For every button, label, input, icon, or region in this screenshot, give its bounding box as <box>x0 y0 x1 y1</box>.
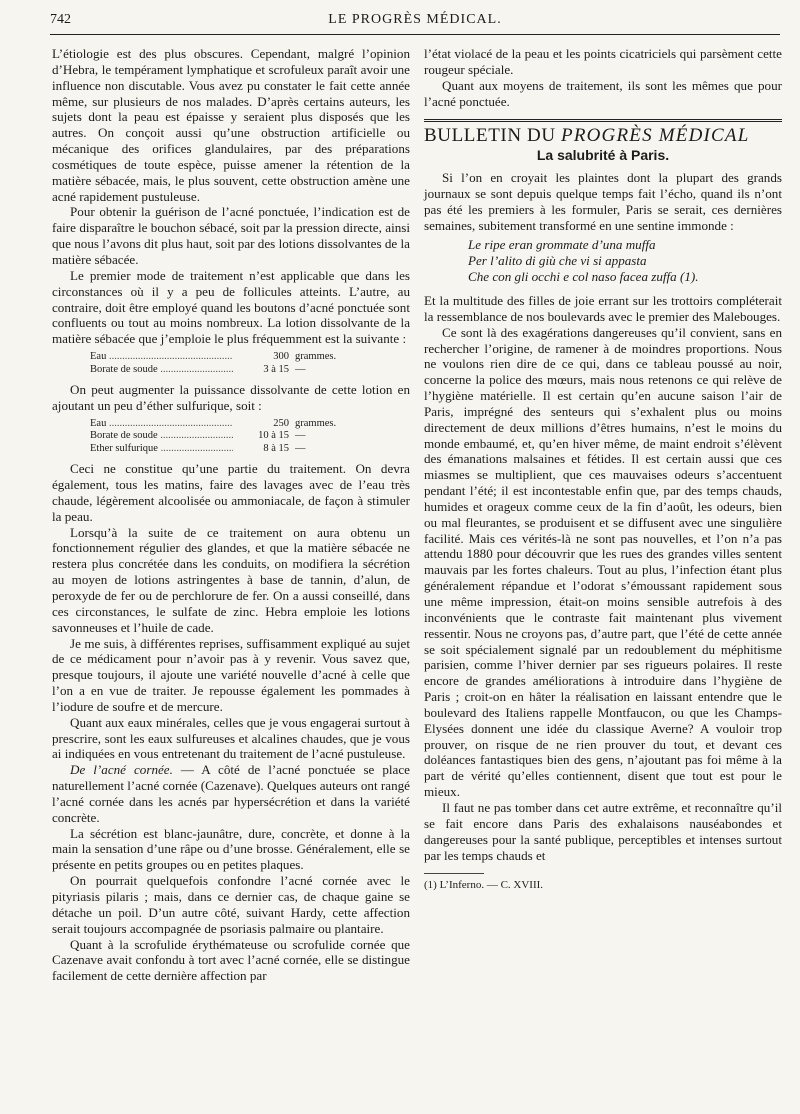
recipe-row <box>90 430 365 443</box>
ingredient-unit: — <box>295 442 306 454</box>
ingredient-unit: grammes. <box>295 417 337 429</box>
paragraph: On peut augmenter la puissance dissolvante de cette lotion en ajoutant un peu d’éther sulfurique, soit : <box>52 382 410 413</box>
ingredient-quantity: 250 <box>273 417 289 429</box>
verse-line: Che con gli occhi e col naso facea zuffa (1). <box>468 269 699 285</box>
verse-line: Per l’alito di giù che vi si appasta <box>468 253 647 269</box>
paragraph: Si l’on en croyait les plaintes dont la plupart des grands journaux se sont depuis quelque temps fait l’écho, quand ils n’ont pas été les premiers à les formuler, Paris se serait, ces dernières semaines, subitement transformé en une sentine immonde : <box>424 170 782 233</box>
paragraph: La sécrétion est blanc-jaunâtre, dure, concrète, et donne à la main la sensation d’une râpe ou d’une brosse. Généralement, elle se présente en petits groupes ou en petites plaques. <box>52 825 410 873</box>
paragraph <box>52 762 410 825</box>
ingredient-unit: — <box>295 430 306 442</box>
paragraph-text: — A côté de l’acné ponctuée se place naturellement l’acné cornée (Cazenave). Quelques auteurs ont rangé l’acné cornée dans les acnés par hypersécrétion et dans la variété concrète. <box>52 762 410 825</box>
ingredient-name: Eau ..... <box>90 418 233 431</box>
page-number: 742 <box>50 12 71 27</box>
paragraph: Et la multitude des filles de joie errant sur les trottoirs compléterait la ressemblance de nos boulevards avec le premier des Malebouges. <box>424 292 782 324</box>
recipe-row <box>90 418 365 431</box>
recipe-row <box>90 443 365 456</box>
paragraph: Quant aux eaux minérales, celles que je vous engagerai surtout à prescrire, sont les eaux sulfureuses et alcalines chaudes, que je vous ai indiquées en vous entretenant du traitement de l’acné pustuleuse. <box>52 714 410 762</box>
ingredient-quantity: 8 à 15 <box>263 442 289 454</box>
paragraph: Le premier mode de traitement n’est applicable que dans les circonstances où il y a peu de follicules atteints. L’autre, au contraire, doit être employé quand les boutons d’acné ponctuée sont confluents ou tout au moins nombreux. La lotion dissolvante de la matière sébacée que j’emploie le plus fréquemment est la suivante : <box>52 267 410 347</box>
paragraph: On pourrait quelquefois confondre l’acné cornée avec le pityriasis pilaris ; mais, dans ce dernier cas, de chaque gaine se détache un poil. D’un autre côté, suivant Hardy, cette affection serait toujours accompagnée de psoriasis palmaire ou plantaire. <box>52 873 410 936</box>
section-divider <box>424 119 782 122</box>
verse-line: Le ripe eran grommate d’una muffa <box>468 237 656 253</box>
bulletin-journal-name: PROGRÈS MÉDICAL <box>561 125 750 147</box>
paragraph: l’état violacé de la peau et les points cicatriciels qui parsèment cette rougeur spéciale. <box>424 46 782 77</box>
paragraph: Lorsqu’à la suite de ce traitement on aura obtenu un fonctionnement régulier des glandes, et que la matière sébacée ne restera plus concrétée dans les conduits, on modifiera la sécrétion au moyen de lotions astringentes à base de tannin, d’alun, de peroxyde de fer ou de perchlorure de fer. On a aussi conseillé, dans ces circonstances, le sulfate de zinc. Hebra emploie les lotions savonneuses et l’huile de cade. <box>52 524 410 635</box>
ingredient-name: Eau ..... <box>90 351 233 364</box>
ingredient-quantity: 10 à 15 <box>258 430 289 442</box>
footnote-divider <box>424 873 484 874</box>
paragraph: L’étiologie est des plus obscures. Cependant, malgré l’opinion d’Hebra, le tempérament lymphatique et scrofuleux paraît avoir une influence non discutable. Vous avez pu constater le fait cette année même, sur plusieurs de nos malades. D’après certains auteurs, les sujets dont la peau est épaisse y seraient plus disposés que les autres. On conçoit aussi qu’une obstruction artificielle ou mécanique des orifices glandulaires, par des préparations cosmétiques de toute espèce, puisse amener la rétention de la matière sébacée, mais, le plus souvent, cette obstruction amène une acné rapidement pustuleuse. <box>52 46 410 204</box>
paragraph: Ceci ne constitue qu’une partie du traitement. On devra également, tous les matins, faire des lavages avec de l’eau très chaude, légèrement alcoolisée ou ammoniacale, de façon à stimuler la peau. <box>52 461 410 524</box>
page-header <box>50 8 780 35</box>
recipe-row <box>90 364 365 377</box>
ingredient-name: Borate de soude ..... <box>90 430 233 443</box>
paragraph: Je me suis, à différentes reprises, suffisamment expliqué au sujet de ce médicament pour n’avoir pas à y revenir. Vous savez que, presque toujours, il ajoute une variété nouvelle d’acné à celle que l’on a en vue de traiter. Je repousse également les pommades à l’iodure de soufre et de mercure. <box>52 635 410 714</box>
right-column <box>424 46 782 894</box>
paragraph: Il faut ne pas tomber dans cet autre extrême, et reconnaître qu’il se fait encore dans Paris des exhalaisons nauséabondes et dangereuses pour la santé publique, perceptibles et intenses surtout par les temps chauds et <box>424 799 782 863</box>
ingredient-unit: — <box>295 363 306 375</box>
bulletin-heading <box>424 125 782 147</box>
ingredient-name: Borate de soude ..... <box>90 364 233 377</box>
journal-title: LE PROGRÈS MÉDICAL. <box>328 12 502 27</box>
recipe-lotion-2 <box>90 418 365 456</box>
left-column <box>52 46 410 984</box>
ingredient-quantity: 3 à 15 <box>263 363 289 375</box>
ingredient-unit: grammes. <box>295 351 337 363</box>
recipe-lotion-1 <box>90 351 365 376</box>
article-title: La salubrité à Paris. <box>536 147 670 164</box>
paragraph: Quant à la scrofulide érythémateuse ou scrofulide cornée que Cazenave avait confondu à tort avec l’acné cornée, elle se distingue facilement de cette dernière affection par <box>52 936 410 984</box>
ingredient-name: Ether sulfurique ..... <box>90 443 233 456</box>
bulletin-prefix: BULLETIN DU <box>424 125 562 147</box>
paragraph: Pour obtenir la guérison de l’acné ponctuée, l’indication est de faire disparaître le bouchon sébacé, soit par la pression directe, ainsi que nous l’avons dit plus haut, soit par des lotions dissolvantes de la matière sébacée. <box>52 204 410 267</box>
recipe-row <box>90 351 365 364</box>
paragraph: Ce sont là des exagérations dangereuses qu’il convient, sans en rechercher l’origine, de ramener à de moindres proportions. Nous ne voulons rien dire de ce qui, dans ce tableau poussé au noir, concerne la police des mœurs, mais nous retenons ce qui relève de l’hygiène matérielle. Il est certain qu’en aucune saison l’air de Paris, imprégné des senteurs qui s’exhalent plus ou moins directement de deux millions d’êtres humains, n’est le moins du monde embaumé, et, qu’en hiver même, de maint endroit s’élèvent des émanations malsaines et fétides. Il est certain aussi que ces miasmes se multiplient, que ces mauvaises odeurs s’accentuent pendant l’été; il est incontestable enfin que, par des temps chauds, humides et orageux comme ceux de la fin d’août, les odeurs, bien ou mal fleurantes, se produisent et se diffusent avec une singulière facilité. Mais ces vérités-là ne sont pas nouvelles, et l’on n’a pas attendu 1880 pour découvrir que les rues des grandes villes sentent mauvais par les fortes chaleurs. Tout au plus, l’infection étant plus généralement répandue et l’odorat s’émoussant rapidement sous une même impression, était-on moins sensible autrefois à des inconvénients que le contraste fait maintenant plus vivement ressentir. Nous ne croyons pas, d’autre part, que l’été de cette année se soit spécialement signalé par un redoublement du méphitisme parisien, comme l’hiver dernier par ses rigueurs polaires. Il reste encore de grandes améliorations à introduire dans l’hygiène de Paris ; croit-on en hâter la réalisation en laissant entendre que le boulevard des Italiens rappelle Montfaucon, ou que les Champs-Elysées donnent une idée du classique Averne? A vouloir trop prouver, on risque de ne rien prouver du tout, et devant ces doléances fantastiques bien des gens, n’ajoutant pas foi même à la part de vérité qu’elles contiennent, disent que tout est pour le mieux. <box>424 324 782 800</box>
paragraph: Quant aux moyens de traitement, ils sont les mêmes que pour l’acné ponctuée. <box>424 77 782 109</box>
ingredient-quantity: 300 <box>273 351 289 363</box>
verse-quote <box>468 237 782 285</box>
footnote: (1) L’Inferno. — C. XVIII. <box>424 879 544 892</box>
section-heading-acne-cornee: De l’acné cornée. <box>70 762 173 778</box>
